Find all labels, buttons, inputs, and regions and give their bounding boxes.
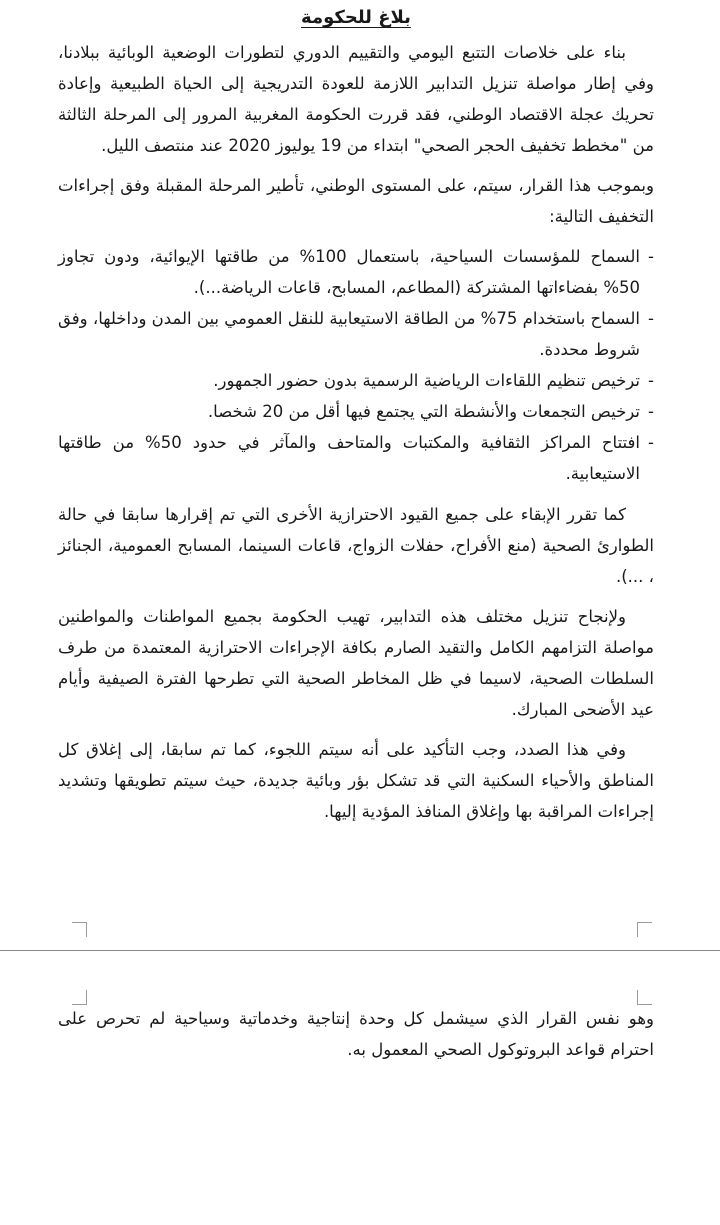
margin-corner-mark [637,990,652,1005]
measure-item: - ترخيص التجمعات والأنشطة التي يجتمع فيها أقل من 20 شخصا. [58,396,654,427]
closure-paragraph: وفي هذا الصدد، وجب التأكيد على أنه سيتم اللجوء، كما تم سابقا، إلى إغلاق كل المناطق والأحياء السكنية التي قد تشكل بؤر وبائية جديدة، حيث سيتم تطويقها وتشديد إجراءات المراقبة بها وإغلاق المنافذ المؤدية إليها. [58,740,654,821]
margin-corner-mark [72,922,87,937]
document-title [58,3,654,33]
appeal-paragraph: ولإنجاح تنزيل مختلف هذه التدابير، تهيب الحكومة بجميع المواطنات والمواطنين مواصلة التزامهم الكامل والتقيد الصارم بكافة الإجراءات الاحترازية المعتمدة من طرف السلطات الصحية، لاسيما في ظل المخاطر الصحية التي تطرحها الفترة الصيفية وأيام عيد الأضحى المبارك. [58,607,654,719]
restrictions-paragraph: كما تقرر الإبقاء على جميع القيود الاحترازية الأخرى التي تم إقرارها سابقا في حالة الطوارئ الصحية (منع الأفراح، حفلات الزواج، قاعات السينما، المسابح العمومية، الجنائز ، ...). [58,505,654,586]
measure-item: - السماح للمؤسسات السياحية، باستعمال 100% من طاقتها الإيوائية، ودون تجاوز 50% بفضاءاتها المشتركة (المطاعم، المسابح، قاعات الرياضة...). [58,241,654,303]
document-page-2 [0,951,720,1225]
final-paragraph: وهو نفس القرار الذي سيشمل كل وحدة إنتاجية وخدماتية وسياحية لم تحرص على احترام قواعد البروتوكول الصحي المعمول به. [58,1009,654,1059]
document-title-text: بلاغ للحكومة [301,7,411,28]
margin-corner-mark [637,922,652,937]
measure-item: - ترخيص تنظيم اللقاءات الرياضية الرسمية بدون حضور الجمهور. [58,365,654,396]
measures-list [58,241,654,489]
page-2-content [58,1003,654,1074]
page-1-content [58,3,654,836]
intro-paragraph: بناء على خلاصات التتبع اليومي والتقييم الدوري لتطورات الوضعية الوبائية ببلادنا، وفي إطار مواصلة تنزيل التدابير اللازمة للعودة التدريجية إلى الحياة الطبيعية وإعادة تحريك عجلة الاقتصاد الوطني، فقد قررت الحكومة المغربية المرور إلى المرحلة الثالثة من "مخطط تخفيف الحجر الصحي" ابتداء من 19 يوليوز 2020 عند منتصف الليل. [58,43,654,155]
margin-corner-mark [72,990,87,1005]
measures-intro-paragraph: وبموجب هذا القرار، سيتم، على المستوى الوطني، تأطير المرحلة المقبلة وفق إجراءات التخفيف التالية: [58,176,654,226]
measure-item: - افتتاح المراكز الثقافية والمكتبات والمتاحف والمآثر في حدود 50% من طاقتها الاستيعابية. [58,427,654,489]
measure-item: - السماح باستخدام 75% من الطاقة الاستيعابية للنقل العمومي بين المدن وداخلها، وفق شروط محددة. [58,303,654,365]
